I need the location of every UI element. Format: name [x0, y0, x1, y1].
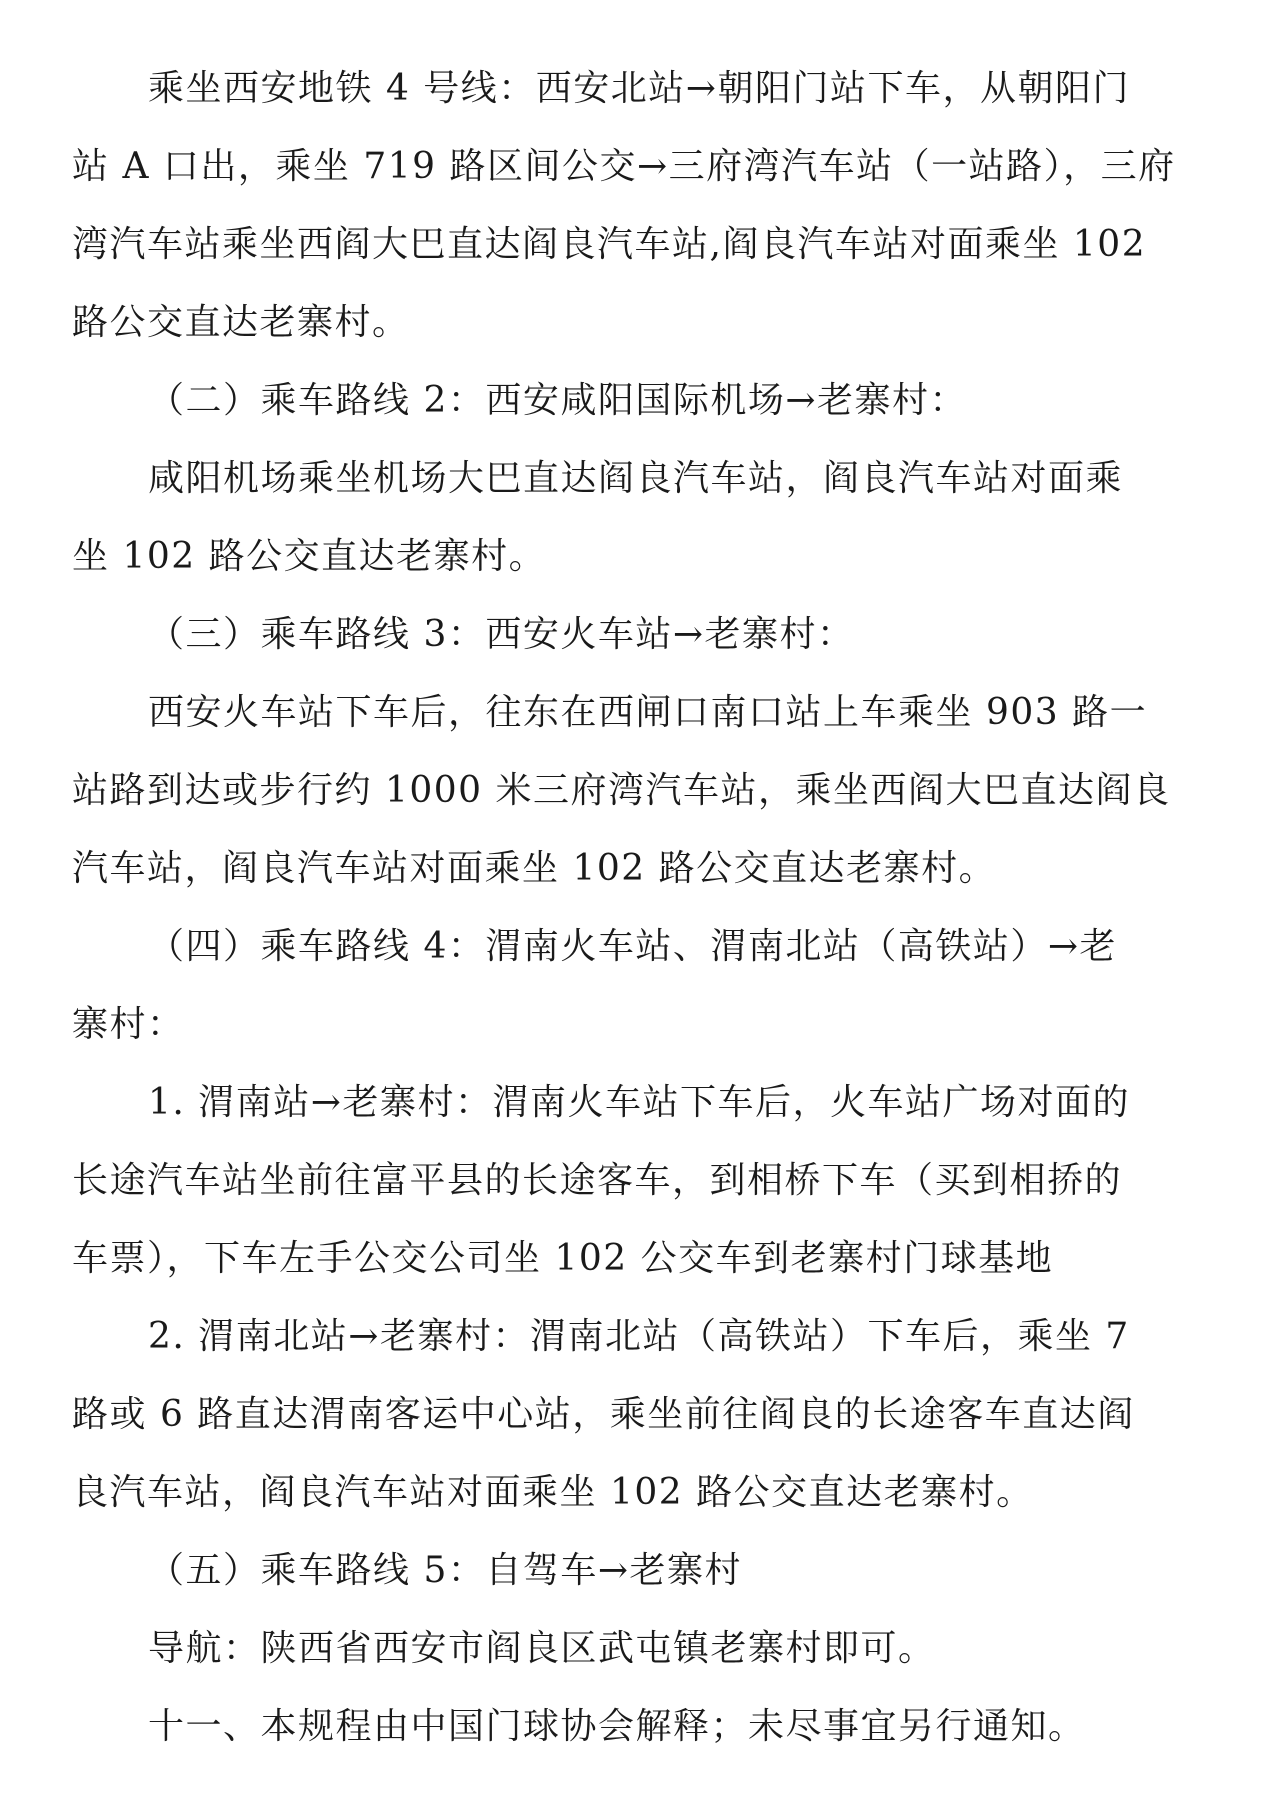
paragraph-line: 路或 6 路直达渭南客运中心站，乘坐前往阎良的长途客车直达阎 — [72, 1394, 1135, 1435]
section-heading-route-5: （五）乘车路线 5：自驾车→老寨村 — [148, 1550, 743, 1591]
section-heading-route-2: （二）乘车路线 2：西安咸阳国际机场→老寨村： — [148, 380, 968, 421]
list-item-weinan-north-station: 2. 渭南北站→老寨村：渭南北站（高铁站）下车后，乘坐 7 — [148, 1316, 1130, 1357]
paragraph-line: 寨村： — [72, 1004, 185, 1045]
paragraph-line: 咸阳机场乘坐机场大巴直达阎良汽车站，阎良汽车站对面乘 — [148, 458, 1124, 499]
paragraph-line: 汽车站，阎良汽车站对面乘坐 102 路公交直达老寨村。 — [72, 848, 997, 889]
paragraph-line: 导航：陕西省西安市阎良区武屯镇老寨村即可。 — [148, 1628, 936, 1669]
section-heading-route-3: （三）乘车路线 3：西安火车站→老寨村： — [148, 614, 855, 655]
paragraph-line: 站 A 口出，乘坐 719 路区间公交→三府湾汽车站（一站路），三府 — [72, 146, 1176, 187]
paragraph-line: 良汽车站，阎良汽车站对面乘坐 102 路公交直达老寨村。 — [72, 1472, 1034, 1513]
document-body — [72, 50, 1212, 1766]
paragraph-line: 长途汽车站坐前往富平县的长途客车，到相桥下车（买到相挢的 — [72, 1160, 1123, 1201]
paragraph-line: 站路到达或步行约 1000 米三府湾汽车站，乘坐西阎大巴直达阎良 — [72, 770, 1171, 811]
paragraph-line: 西安火车站下车后，往东在西闸口南口站上车乘坐 903 路一 — [148, 692, 1148, 733]
section-heading-route-4: （四）乘车路线 4：渭南火车站、渭南北站（高铁站）→老 — [148, 926, 1118, 967]
paragraph-line: 路公交直达老寨村。 — [72, 302, 410, 343]
list-item-weinan-station: 1. 渭南站→老寨村：渭南火车站下车后，火车站广场对面的 — [148, 1082, 1130, 1123]
paragraph-line: 乘坐西安地铁 4 号线：西安北站→朝阳门站下车，从朝阳门 — [148, 68, 1130, 109]
section-heading-eleven: 十一、本规程由中国门球协会解释；未尽事宜另行通知。 — [148, 1706, 1086, 1747]
paragraph-line: 坐 102 路公交直达老寨村。 — [72, 536, 547, 577]
paragraph-line: 湾汽车站乘坐西阎大巴直达阎良汽车站,阎良汽车站对面乘坐 102 — [72, 224, 1147, 265]
paragraph-line: 车票），下车左手公交公司坐 102 公交车到老寨村门球基地 — [72, 1238, 1054, 1279]
